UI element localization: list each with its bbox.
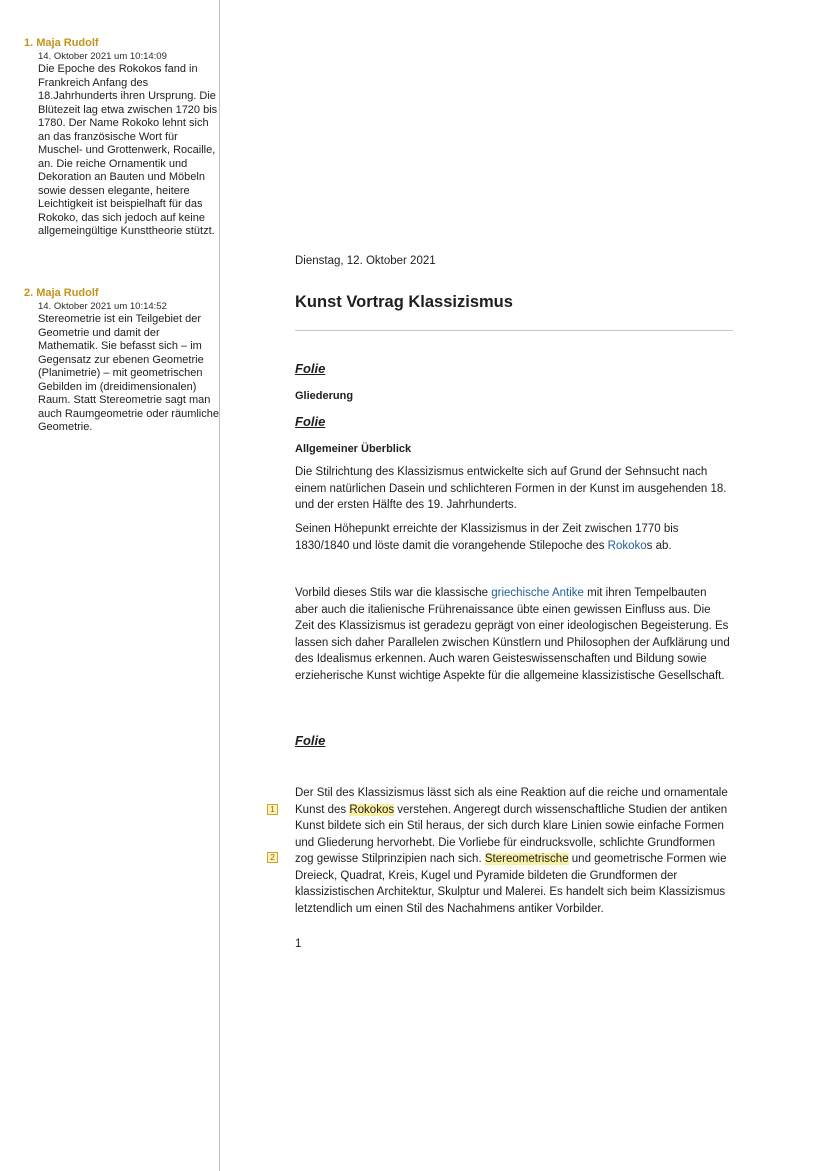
heading-ueberblick: Allgemeiner Überblick [295,443,412,455]
comment-2[interactable] [24,287,219,435]
paragraph-1: Die Stilrichtung des Klassizismus entwickelte sich auf Grund der Sehnsucht nach einem natürlichen Dasein und schlichteren Formen in der Kunst im ausgehenden 18. und der ersten Hälfte des 19. Jahrhunderts. [295,466,727,511]
folie-heading-3: Folie [295,733,326,748]
paragraph-2 [295,521,731,554]
text-span: Seinen Höhepunkt erreichte der Klassizismus in der Zeit zwischen 1770 bis 1830/1840 und löste damit die vorangehende Stilepoche des [295,523,679,552]
comment-1[interactable] [24,37,218,239]
text-span: Der Stil des Klassizismus lässt sich als eine Reaktion auf die reiche und ornamentale Kunst des [295,787,728,816]
heading-gliederung: Gliederung [295,390,354,402]
folie-heading-2: Folie [295,414,326,429]
document-title: Kunst Vortrag Klassizismus [295,293,513,311]
comment-text: Stereometrie ist ein Teilgebiet der Geometrie und damit der Mathematik. Sie befasst sich – im Gegensatz zur ebenen Geometrie (Planimetrie) – mit geometrischen Gebilden im (dreidimensionalen) Raum. Statt Stereometrie sagt man auch Raumgeometrie oder räumliche Geometrie. [38,313,219,433]
comment-author: Maja Rudolf [36,37,99,49]
document-date: Dienstag, 12. Oktober 2021 [295,255,436,267]
link-rokoko[interactable]: Rokoko [607,539,647,552]
text-span: Vorbild dieses Stils war die klassische [295,587,492,599]
page-number: 1 [295,938,302,950]
comment-author: Maja Rudolf [36,287,99,299]
link-griechische-antike[interactable]: griechische Antike [491,587,584,599]
highlight-stereometrische[interactable]: Stereometrische [484,853,569,865]
folie-heading-1: Folie [295,361,326,376]
text-span: verstehen. Angeregt durch wissenschaftliche Studien der antiken Kunst bildete sich ein Stil heraus, der sich durch klare Linien sowie einfache Formen und Gliederung hervorhebt. Die Vorliebe für eindrucksvolle, schlichte Grundformen zog gewisse Stilprinzipien nach sich. [295,803,728,865]
comment-marker-1[interactable]: 1 [267,804,278,815]
title-divider [295,330,733,331]
comment-number: 2. [24,287,34,299]
comment-text: Die Epoche des Rokokos fand in Frankreich Anfang des 18.Jahrhunderts ihren Ursprung. Die Blütezeit lag etwa zwischen 1720 bis 1780. Der Name Rokoko lehnt sich an das französische Wort für Muschel- und Grottenwerk, Rocaille, an. Die reiche Ornamentik und Dekoration an Bauten und Möbeln sowie dessen elegante, heitere Leichtigkeit ist beispielhaft für das Rokoko, das sich jedoch auf keine allgemeingültige Kunsttheorie stützt. [38,63,218,237]
text-span: s ab. [646,539,672,552]
comment-timestamp: 14. Oktober 2021 um 10:14:52 [38,301,167,312]
comments-sidebar [0,0,220,1171]
comment-header [24,37,214,50]
highlight-rokokos[interactable]: Rokokos [349,803,395,816]
text-span: mit ihren Tempelbauten aber auch die italienische Frührenaissance übte einen gewissen Einfluss aus. Die Zeit des Klassizismus ist geradezu geprägt von einer ideologischen Begeisterung. Es lassen sich daher Parallelen zwischen Künstlern und Philosophen der Aufklärung und des Idealismus erkennen. Auch waren Geisteswissenschaften und Bildung sowie erzieherische Kunst wichtige Aspekte für die allgemeine klassizistische Gesellschaft. [295,587,730,682]
comment-number: 1. [24,37,34,49]
paragraph-3 [295,585,731,684]
comment-timestamp: 14. Oktober 2021 um 10:14:09 [38,51,167,62]
comment-header [24,287,214,300]
paragraph-4 [295,785,731,917]
comment-marker-2[interactable]: 2 [267,852,278,863]
text-span: und geometrische Formen wie Dreieck, Quadrat, Kreis, Kugel und Pyramide bildeten die Grundformen der klassizistischen Architektur, Skulptur und Malerei. Es handelt sich beim Klassizismus letztendlich um einen Stil des Nachahmens antiker Vorbilder. [295,853,727,915]
